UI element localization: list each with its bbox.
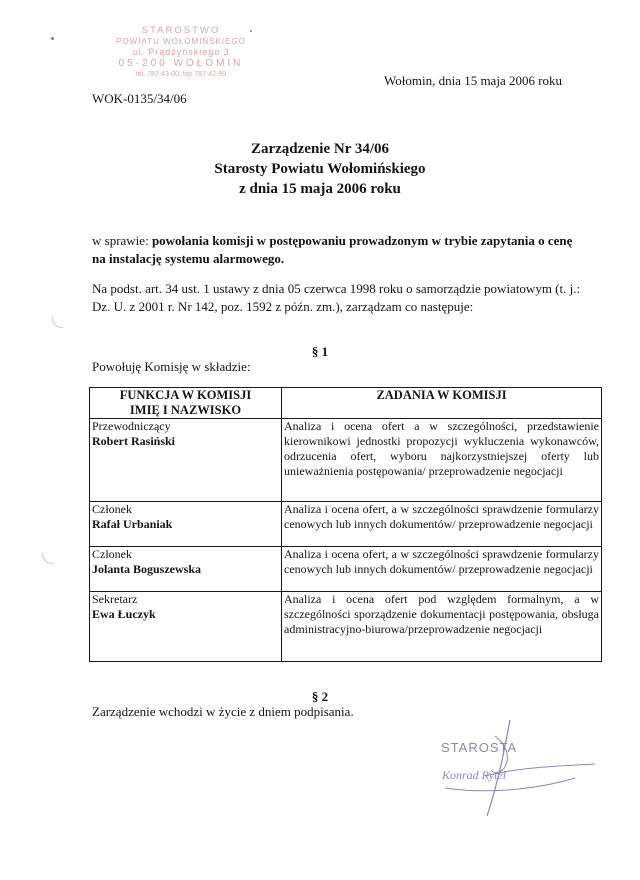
member-name: Ewa Łuczyk xyxy=(92,607,156,621)
member-tasks: Analiza i ocena ofert, a w szczególności sprawdzenie formularzy cenowych lub innych dokumentów/ przeprowadzenie negocjacji xyxy=(282,502,602,547)
reference-number: WOK-0135/34/06 xyxy=(92,91,187,106)
table-row xyxy=(90,419,602,502)
subject-text: powołania komisji w postępowaniu prowadzonym w trybie zapytania o cenę na instalację systemu alarmowego. xyxy=(92,233,573,266)
place-and-date: Wołomin, dnia 15 maja 2006 roku xyxy=(384,73,563,88)
stamp-line-5: tel. 787-43-00, fax 787-42-99 xyxy=(135,70,227,78)
member-tasks: Analiza i ocena ofert, a w szczególności sprawdzenie formularzy cenowych lub innych dokumentów/ przeprowadzenie negocjacji xyxy=(282,547,602,592)
signature-title: STAROSTA xyxy=(441,740,518,755)
member-role: Przewodniczący xyxy=(92,419,171,433)
scan-speck xyxy=(51,37,54,40)
scan-hole-mark xyxy=(52,317,63,328)
member-tasks: Analiza i ocena ofert a w szczególności, przedstawienie kierownikowi jednostki propozycji wykluczenia wykonawców, odrzucenia ofert, wyboru najkorzystniejszej oferty lub unieważnienia postępowania/ przeprowadzenie negocjacji xyxy=(282,419,602,502)
stamp-line-1: STAROSTWO xyxy=(141,25,221,36)
office-stamp xyxy=(92,26,270,78)
member-cell xyxy=(90,502,282,547)
legal-basis: Na podst. art. 34 ust. 1 ustawy z dnia 05 czerwca 1998 roku o samorządzie powiatowym (t. j.: Dz. U. z 2001 r. Nr 142, poz. 1592 z późn. zm.), zarządzam co następuje: xyxy=(92,281,581,314)
member-role: Sekretarz xyxy=(92,592,138,606)
scan-speck xyxy=(250,30,252,32)
table-header-row xyxy=(90,388,602,419)
member-role: Członek xyxy=(92,547,132,561)
stamp-line-2: POWIATU WOŁOMIŃSKIEGO xyxy=(116,36,246,46)
member-cell xyxy=(90,419,282,502)
scan-hole-mark xyxy=(42,553,53,564)
member-name: Robert Rasiński xyxy=(92,434,176,448)
section-1-intro: Powołuję Komisję w składzie: xyxy=(92,359,251,374)
member-tasks: Analiza i ocena ofert pod względem formalnym, a w szczególności sporządzenie dokumentacji postępowania, obsługa administracyjno-biurowa/przeprowadzenie negocjacji xyxy=(282,592,602,662)
title-line-1: Zarządzenie Nr 34/06 xyxy=(250,141,390,157)
table-row xyxy=(90,547,602,592)
subject-prefix: w sprawie: xyxy=(92,233,152,248)
member-name: Rafał Urbaniak xyxy=(92,517,173,531)
title-line-2: Starosty Powiatu Wołomińskiego xyxy=(214,161,426,177)
committee-table xyxy=(89,387,602,662)
table-row xyxy=(90,502,602,547)
signature-name: Konrad Rytel xyxy=(442,768,507,782)
table-row xyxy=(90,592,602,662)
member-name: Jolanta Boguszewska xyxy=(92,562,202,576)
subject-paragraph xyxy=(92,232,587,268)
table-header-function: FUNKCJA W KOMISJI IMIĘ I NAZWISKO xyxy=(90,388,282,419)
member-cell xyxy=(90,547,282,592)
member-cell xyxy=(90,592,282,662)
section-2-text: Zarządzenie wchodzi w życie z dniem podpisania. xyxy=(92,704,354,719)
document-title xyxy=(0,139,640,199)
stamp-line-3: ul. Prądzyńskiego 3 xyxy=(132,46,230,57)
section-1-mark: § 1 xyxy=(311,344,329,359)
stamp-line-4: 05-200 WOŁOMIN xyxy=(118,57,244,69)
member-role: Członek xyxy=(92,502,132,516)
section-2-mark: § 2 xyxy=(311,689,329,704)
title-line-3: z dnia 15 maja 2006 roku xyxy=(239,181,401,197)
table-header-tasks: ZADANIA W KOMISJI xyxy=(282,388,602,419)
